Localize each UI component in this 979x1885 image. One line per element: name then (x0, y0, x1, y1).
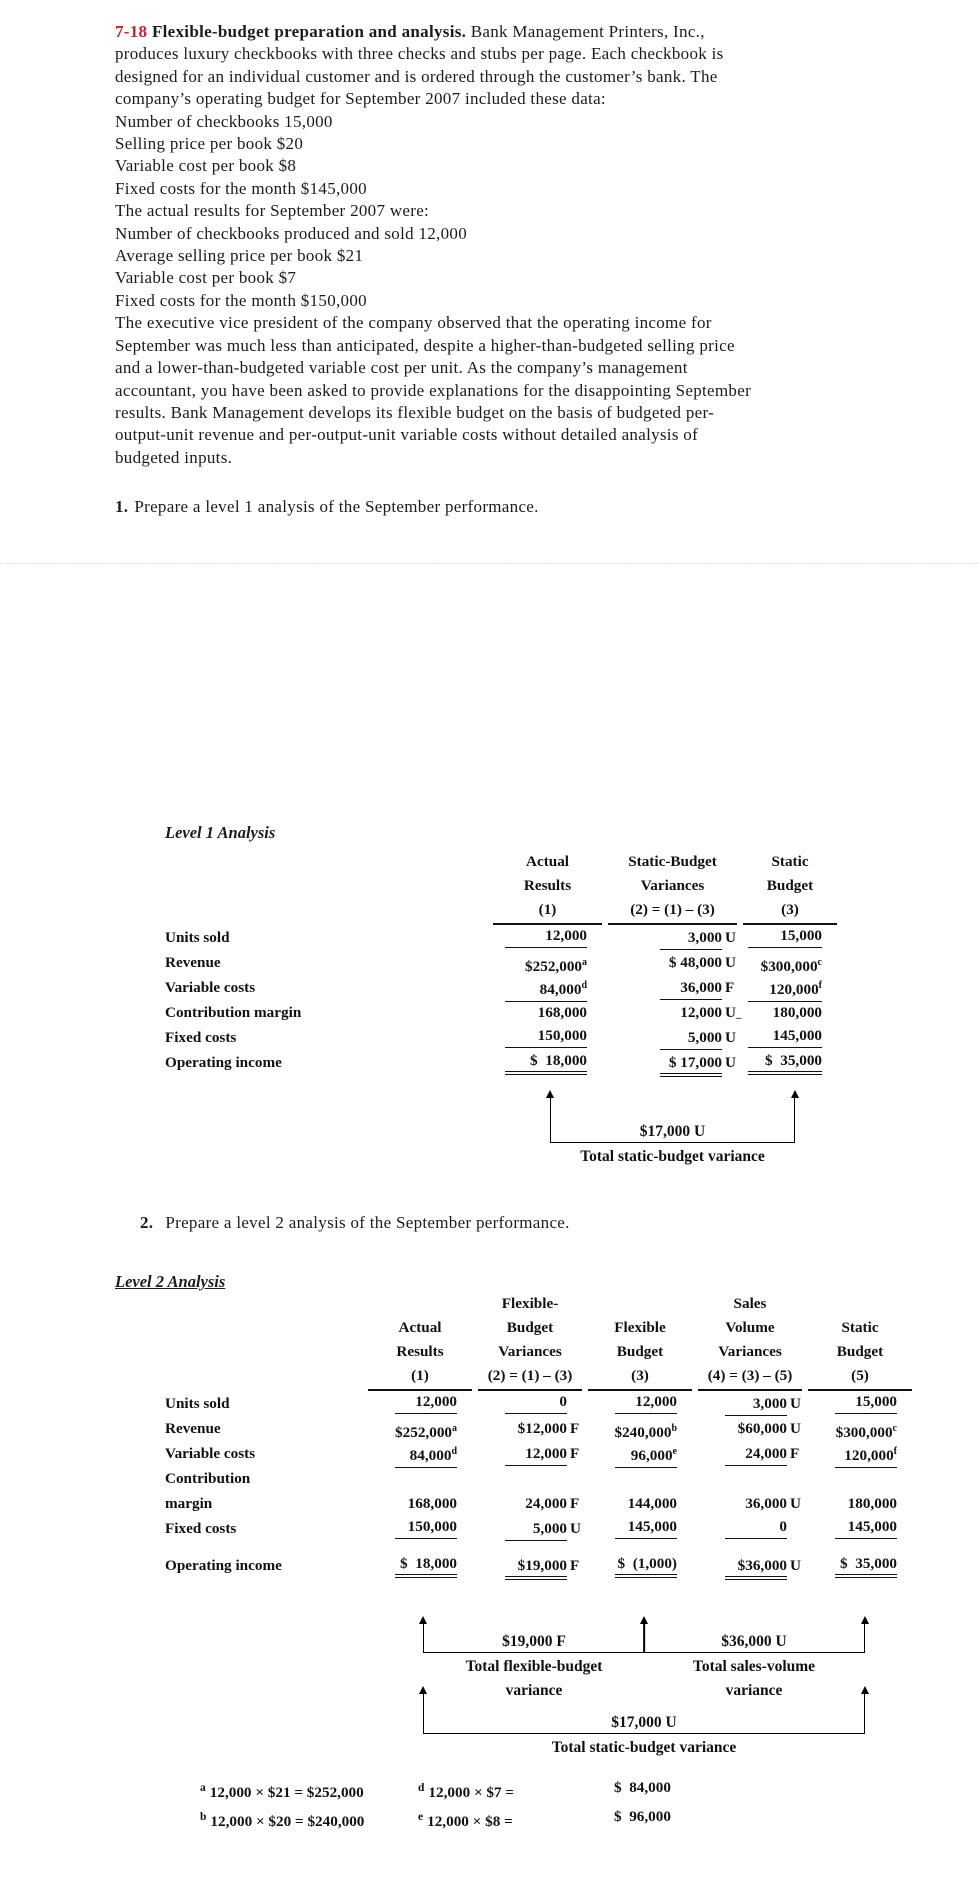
table-cell: 5,000 U (475, 1516, 585, 1541)
table-cell: 24,000 F (695, 1441, 805, 1468)
level1-table-header (165, 850, 840, 925)
total-sales-volume-variance-caption: Total sales-volume variance (692, 1658, 816, 1699)
up-arrow-icon (861, 1616, 869, 1624)
level1-heading: Level 1 Analysis (165, 823, 276, 842)
intro-line: produces luxury checkbooks with three checks and stubs per page. Each checkbook is (115, 44, 724, 64)
column-header-static-budget: Static Budget (3) (743, 850, 837, 925)
table-cell: $252,000$^a$ (525, 957, 587, 976)
table-cell: 0 (695, 1516, 805, 1541)
level2-variance-bracket-bottom (423, 1688, 865, 1756)
intro-line: September was much less than anticipated, despite a higher-than-budgeted selling price (115, 335, 735, 355)
table-cell: $ 17,000 U (605, 1050, 740, 1077)
intro-line: accountant, you have been asked to provide explanations for the disappointing September (115, 380, 752, 400)
page-break-divider (0, 563, 979, 564)
row-label: Operating income (165, 1557, 282, 1574)
table-cell: 120,000$^f$ (805, 1441, 915, 1468)
row-label: Contribution margin (165, 1004, 302, 1021)
question-2 (140, 1213, 570, 1233)
footnote-marker: a (452, 1423, 457, 1434)
total-flexible-budget-variance-caption: Total flexible-budget variance (465, 1658, 603, 1699)
table-row (165, 1441, 915, 1466)
table-cell: 145,000 (740, 1025, 840, 1050)
intro-line: Variable cost per book $7 (115, 268, 297, 288)
table-cell: $ (1,000) (585, 1553, 695, 1580)
column-header-static-budget: Static Budget (5) (808, 1292, 912, 1391)
table-row (165, 1025, 840, 1050)
level1-table (165, 850, 840, 1075)
footnote-marker: e (672, 1446, 677, 1457)
row-label: Revenue (165, 954, 221, 971)
table-cell: 180,000 (772, 1004, 822, 1021)
total-static-budget-variance-caption: Total static-budget variance (551, 1739, 737, 1756)
intro-line: The executive vice president of the company observed that the operating income for (115, 313, 712, 333)
question-1-number: 1. (115, 497, 129, 516)
table-cell: 84,000$^d$ (365, 1441, 475, 1468)
intro-line: Average selling price per book $21 (115, 246, 364, 266)
intro-line: Variable cost per book $8 (115, 156, 297, 176)
table-cell: 24,000 F (525, 1495, 580, 1512)
footnote-d-amount: $ 84,000 (614, 1779, 671, 1796)
total-static-budget-variance-amount: $17,000 U (639, 1123, 706, 1140)
table-row (165, 1391, 915, 1416)
table-cell: 36,000 F (605, 975, 740, 1002)
table-cell: 5,000 U (605, 1025, 740, 1050)
intro-line: designed for an individual customer and is ordered through the customer’s bank. The (115, 66, 718, 86)
footnote-marker: d (581, 980, 587, 991)
footnote-marker: a (582, 957, 587, 968)
footnote-row (200, 1776, 764, 1805)
intro-line: budgeted inputs. (115, 447, 233, 467)
table-row (165, 1050, 840, 1075)
footnote-e-amount: $ 96,000 (614, 1808, 671, 1826)
column-header-static-budget-variances: Static-Budget Variances (2) = (1) – (3) (608, 850, 737, 925)
level1-variance-bracket (550, 1092, 795, 1165)
table-cell: $ 18,000 (490, 1050, 605, 1077)
footnotes (200, 1776, 764, 1834)
footnote-a: $^a$ 12,000 × $21 = $252,000 (200, 1782, 364, 1802)
up-arrow-icon (419, 1686, 427, 1694)
intro-line: The actual results for September 2007 were: (115, 201, 430, 221)
intro-line: Fixed costs for the month $150,000 (115, 290, 367, 310)
table-cell: 168,000 (537, 1004, 587, 1021)
table-cell: 12,000 (585, 1391, 695, 1416)
row-label: Contribution (165, 1470, 251, 1487)
footnote-d: $^d$ 12,000 × $7 = (418, 1782, 515, 1802)
total-flexible-budget-variance-amount: $19,000 F (502, 1633, 566, 1650)
up-arrow-icon (546, 1090, 554, 1098)
level2-table-header (165, 1292, 915, 1391)
problem-first-line (115, 21, 905, 43)
table-cell: $ 18,000 (365, 1553, 475, 1580)
intro-line: output-unit revenue and per-output-unit variable costs without detailed analysis of (115, 425, 699, 445)
intro-line: and a lower-than-budgeted variable cost per unit. As the company’s management (115, 358, 688, 378)
table-cell: 0 (475, 1391, 585, 1416)
problem-intro-lines (115, 43, 905, 469)
row-label: margin (165, 1495, 213, 1512)
table-cell: 168,000 (407, 1495, 457, 1512)
intro-line: results. Bank Management develops its flexible budget on the basis of budgeted per- (115, 402, 715, 422)
table-row (165, 1000, 840, 1025)
row-label: Variable costs (165, 979, 256, 996)
question-2-text: Prepare a level 2 analysis of the September performance. (165, 1213, 570, 1232)
table-cell: 3,000 U (605, 925, 740, 950)
total-static-budget-variance-amount: $17,000 U (611, 1714, 677, 1731)
table-row (165, 1416, 915, 1441)
level2-table-body (165, 1391, 915, 1578)
table-cell: 12,000 (490, 925, 605, 950)
table-cell: 144,000 (627, 1495, 677, 1512)
row-label: Units sold (165, 1395, 230, 1412)
level2-table (165, 1292, 915, 1578)
table-row (165, 1466, 915, 1491)
table-cell: 180,000 (847, 1495, 897, 1512)
table-cell: 145,000 (805, 1516, 915, 1541)
table-cell: 150,000 (365, 1516, 475, 1541)
question-1-text: Prepare a level 1 analysis of the September performance. (134, 497, 539, 516)
row-label: Fixed costs (165, 1520, 237, 1537)
table-cell: $300,000$^c$ (835, 1423, 897, 1442)
table-cell: $12,000 F (517, 1420, 580, 1437)
table-cell: 12,000 F (475, 1441, 585, 1468)
row-label: Operating income (165, 1054, 282, 1071)
column-header-flexible-budget: Flexible Budget (3) (588, 1292, 692, 1391)
level2-heading: Level 2 Analysis (115, 1272, 226, 1291)
up-arrow-icon (861, 1686, 869, 1694)
column-header-actual-results: Actual Results (1) (368, 1292, 472, 1391)
table-cell (695, 1466, 805, 1491)
table-cell: 15,000 (740, 925, 840, 950)
problem-title: Flexible-budget preparation and analysis. (151, 22, 467, 41)
problem-first-line-rest: Bank Management Printers, Inc., (470, 22, 705, 41)
table-cell: 120,000$^f$ (740, 975, 840, 1002)
table-cell: 96,000e (585, 1441, 695, 1468)
question-2-number: 2. (140, 1213, 154, 1232)
footnote-b: $^b$ 12,000 × $20 = $240,000 (200, 1811, 365, 1831)
intro-line: Selling price per book $20 (115, 134, 304, 154)
footnote-marker: d (451, 1446, 457, 1457)
column-header-flexible-budget-variances: Flexible- Budget Variances (2) = (1) – (3) (478, 1292, 582, 1391)
footnote-row (200, 1805, 764, 1834)
table-cell: $252,000$^a$ (395, 1423, 457, 1442)
table-cell: 12,000 U_ (680, 1004, 742, 1021)
problem-number: 7-18 (115, 22, 148, 41)
intro-line: Fixed costs for the month $145,000 (115, 178, 367, 198)
table-row (165, 925, 840, 950)
table-cell (585, 1466, 695, 1491)
total-static-budget-variance-caption: Total static-budget variance (580, 1148, 765, 1165)
footnote-marker: c (892, 1423, 897, 1434)
table-cell: 12,000 (365, 1391, 475, 1416)
intro-line: company’s operating budget for September 2007 included these data: (115, 89, 606, 109)
table-cell: 36,000 U (745, 1495, 801, 1512)
intro-line: Number of checkbooks produced and sold 12,000 (115, 223, 468, 243)
table-cell: 150,000 (490, 1025, 605, 1050)
column-header-actual-results: Actual Results (1) (493, 850, 602, 925)
table-row (165, 975, 840, 1000)
footnote-marker: f (818, 980, 822, 991)
footnote-marker: c (817, 957, 822, 968)
up-arrow-icon (419, 1616, 427, 1624)
header-spacer (165, 1292, 365, 1391)
row-label: Units sold (165, 929, 230, 946)
table-cell: 15,000 (805, 1391, 915, 1416)
table-cell: 84,000$^d$ (490, 975, 605, 1002)
table-cell: $60,000 U (737, 1420, 801, 1437)
table-cell: $ 35,000 (805, 1553, 915, 1580)
table-cell: 3,000 U (695, 1391, 805, 1416)
footnote-marker: f (893, 1446, 897, 1457)
table-cell (805, 1466, 915, 1491)
problem-statement (115, 21, 905, 469)
stray-mark: _ (735, 1008, 742, 1020)
table-cell: $ 48,000 U (668, 954, 736, 971)
header-spacer (165, 850, 490, 925)
table-cell: $240,000$^b$ (614, 1423, 677, 1442)
total-sales-volume-variance-amount: $36,000 U (721, 1633, 787, 1650)
table-cell: 145,000 (585, 1516, 695, 1541)
table-cell (475, 1466, 585, 1491)
table-row (165, 1491, 915, 1516)
footnote-e: $^e$ 12,000 × $8 = (418, 1811, 513, 1831)
table-cell: $ 35,000 (740, 1050, 840, 1077)
level1-table-body (165, 925, 840, 1075)
intro-line: Number of checkbooks 15,000 (115, 111, 333, 131)
table-cell (365, 1466, 475, 1491)
table-cell: $19,000 F (475, 1553, 585, 1580)
row-label: Variable costs (165, 1445, 256, 1462)
row-label: Fixed costs (165, 1029, 237, 1046)
table-row (165, 1553, 915, 1578)
table-cell: $36,000 U (695, 1553, 805, 1580)
up-arrow-icon (791, 1090, 799, 1098)
table-row (165, 1516, 915, 1541)
table-row (165, 950, 840, 975)
table-cell: $300,000$^c$ (760, 957, 822, 976)
level2-variance-bracket-top (423, 1618, 865, 1699)
row-label: Revenue (165, 1420, 221, 1437)
column-header-sales-volume-variances: Sales Volume Variances (4) = (3) – (5) (698, 1292, 802, 1391)
footnote-marker: b (671, 1423, 677, 1434)
question-1 (115, 497, 539, 517)
